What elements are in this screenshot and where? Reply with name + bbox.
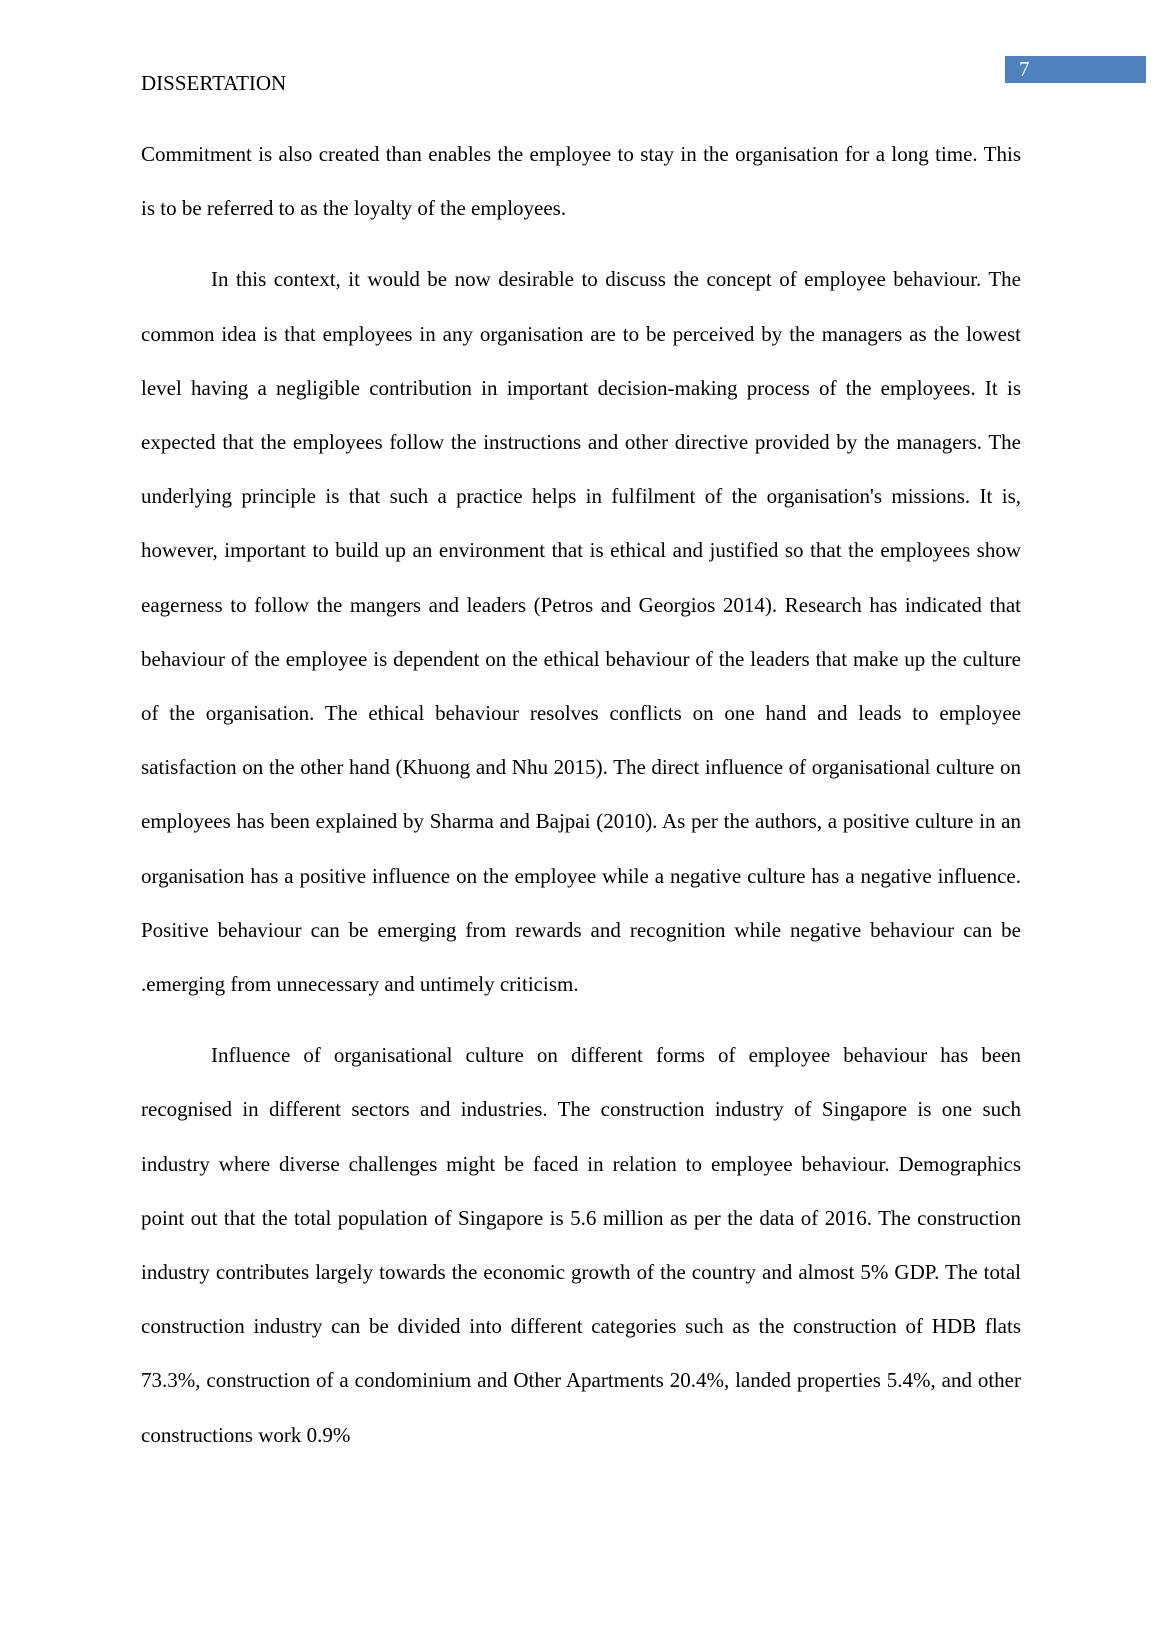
page-number-box <box>1005 56 1146 83</box>
document-body <box>141 127 1021 1479</box>
paragraph-organisational-culture: Influence of organisational culture on different forms of employee behaviour has been recognised in different sectors and industries. The construction industry of Singapore is one such industry where diverse challenges might be faced in relation to employee behaviour. Demographics point out that the total population of Singapore is 5.6 million as per the data of 2016. The construction industry contributes largely towards the economic growth of the country and almost 5% GDP. The total construction industry can be divided into different categories such as the construction of HDB flats 73.3%, construction of a condominium and Other Apartments 20.4%, landed properties 5.4%, and other constructions work 0.9% <box>141 1043 1021 1447</box>
page-number: 7 <box>1019 57 1030 81</box>
running-header: DISSERTATION <box>141 71 287 95</box>
paragraph-commitment: Commitment is also created than enables the employee to stay in the organisation for a long time. This is to be referred to as the loyalty of the employees. <box>141 142 1021 221</box>
paragraph-employee-behaviour: In this context, it would be now desirable to discuss the concept of employee behaviour. The common idea is that employees in any organisation are to be perceived by the managers as the lowest level having a negligible contribution in important decision-making process of the employees. It is expected that the employees follow the instructions and other directive provided by the managers. The underlying principle is that such a practice helps in fulfilment of the organisation's missions. It is, however, important to build up an environment that is ethical and justified so that the employees show eagerness to follow the mangers and leaders (Petros and Georgios 2014). Research has indicated that behaviour of the employee is dependent on the ethical behaviour of the leaders that make up the culture of the organisation. The ethical behaviour resolves conflicts on one hand and leads to employee satisfaction on the other hand (Khuong and Nhu 2015). The direct influence of organisational culture on employees has been explained by Sharma and Bajpai (2010). As per the authors, a positive culture in an organisation has a positive influence on the employee while a negative culture has a negative influence. Positive behaviour can be emerging from rewards and recognition while negative behaviour can be .emerging from unnecessary and untimely criticism. <box>141 267 1021 997</box>
